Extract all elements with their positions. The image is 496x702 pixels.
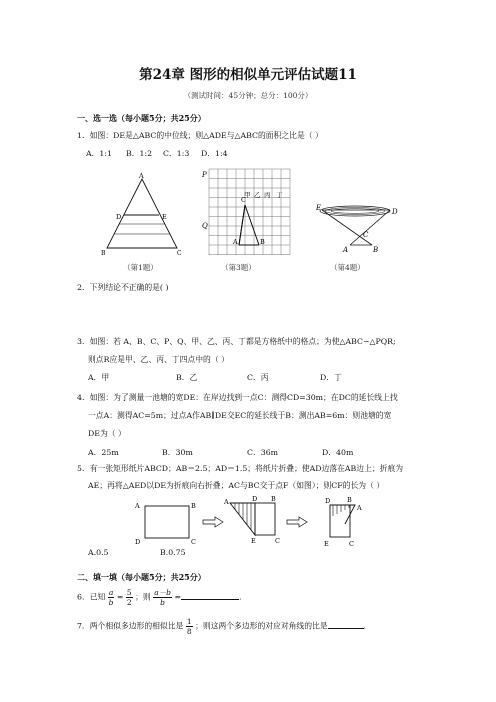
- arrow-right-icon: [203, 517, 223, 527]
- question-4-line1: 4．如图：为了测量一池塘的宽DE：在岸边找到一点C：测得CD=30m；在DC的延长线上找: [77, 393, 398, 402]
- label-a: A: [233, 238, 238, 246]
- fraction-1-over-8: $\frac{1}{8}$: [186, 617, 192, 636]
- q4-option-a: A．25m: [88, 448, 119, 457]
- label-jia: 甲: [244, 191, 251, 199]
- svg-text:A: A: [224, 498, 229, 506]
- label-e: E: [162, 213, 167, 221]
- fraction-a-over-b: $\frac{a}{b}$: [108, 588, 114, 607]
- svg-text:C: C: [275, 537, 280, 545]
- label-bing: 丙: [264, 191, 271, 199]
- q1-option-a: A．1:1: [86, 149, 112, 158]
- caption-fig3: （第3题）: [221, 263, 256, 272]
- svg-text:C: C: [349, 540, 354, 548]
- figure-5-folding: [125, 492, 380, 552]
- q3-option-a: A．甲: [88, 373, 110, 382]
- svg-text:D: D: [135, 538, 141, 546]
- question-2: 2．下列结论不正确的是( ): [77, 283, 169, 292]
- page-title: 第24章 图形的相似单元评估试题11: [139, 67, 357, 83]
- label-b: B: [373, 246, 379, 254]
- label-c: C: [241, 196, 246, 204]
- rectangle-abcd: [145, 506, 189, 538]
- svg-text:E: E: [324, 540, 329, 548]
- q1-option-b: B．1:2: [126, 149, 153, 158]
- q6-answer-blank[interactable]: [181, 599, 239, 600]
- label-p: P: [202, 171, 207, 179]
- fraction-a-minus-b-over-b: $\frac{a-b}{b}$: [154, 588, 171, 607]
- question-4-line3: DE为（ ）: [88, 429, 126, 438]
- label-ding: 丁: [276, 191, 283, 199]
- svg-text:E: E: [251, 537, 256, 545]
- label-a: A: [139, 172, 144, 180]
- q4-option-d: D．40m: [322, 448, 354, 457]
- svg-text:D: D: [252, 495, 258, 503]
- label-b: B: [101, 250, 106, 257]
- figure-4-pond: [310, 195, 405, 260]
- question-4-line2: 一点A：测得AC=5m；过点A作AB∥DE交EC的延长线于B：测出AB=6m：则池塘的宽: [88, 411, 392, 420]
- caption-fig1: （第1题）: [123, 263, 158, 272]
- section2-heading: 二、填一填（每小题5分；共25分）: [77, 572, 206, 582]
- label-c: C: [177, 250, 182, 257]
- question-3-line2: 则点R应是甲、乙、丙、丁四点中的（ ）: [88, 355, 229, 364]
- label-d: D: [392, 208, 398, 216]
- arrow-right-icon: [287, 517, 307, 527]
- q5-option-b: B.0.75: [160, 548, 186, 557]
- svg-text:D: D: [325, 497, 331, 505]
- svg-text:A: A: [135, 502, 140, 510]
- q4-option-b: B．30m: [162, 448, 193, 457]
- question-5-line1: 5．有一张矩形纸片ABCD；AB＝2.5；AD＝1.5；将纸片折叠；使AD边落在AB边上；折痕为: [77, 464, 404, 473]
- section1-heading: 一、选一选（每小题5分；共25分）: [77, 113, 206, 123]
- question-3-line1: 3．如图：若 A、B、C、P、Q、甲、乙、丙、丁都是方格纸中的格点；为使△ABC∽△PQR;: [77, 337, 396, 346]
- q4-option-c: C．36m: [247, 448, 279, 457]
- question-7: 7．两个相似多边形的相似比是 $\frac{1}{8}$ ；则这两个多边形的对应对角线的比是 .: [77, 617, 367, 636]
- svg-text:A: A: [357, 504, 362, 512]
- q3-option-d: D．丁: [320, 373, 342, 382]
- fraction-5-over-2: $\frac{5}{2}$: [126, 588, 132, 607]
- q3-option-c: C．丙: [247, 373, 269, 382]
- question-5-line2: AE；再将△AED以DE为折痕向右折叠；AC与BC交于点F（如图）；则CF的长为（ ）: [88, 481, 385, 490]
- label-a: A: [343, 246, 349, 254]
- question-1: 1．如图：DE是△ABC的中位线；则△ADE与△ABC的面积之比是（ ）: [77, 131, 323, 140]
- page-subtitle: （测试时间：45分钟；总分：100分）: [183, 91, 313, 100]
- figure-3-grid: [197, 167, 297, 259]
- label-e: E: [316, 204, 322, 212]
- question-6: 6．已知 $\frac{a}{b}$ = $\frac{5}{2}$ ；则 $\frac{a-b}{b}$ = .: [77, 588, 242, 607]
- q1-option-c: C．1:3: [163, 149, 190, 158]
- q1-option-d: D．1:4: [201, 149, 228, 158]
- svg-text:B: B: [271, 495, 276, 503]
- label-d: D: [116, 213, 122, 221]
- label-q: Q: [202, 222, 208, 230]
- label-yi: 乙: [254, 191, 261, 199]
- line-eb: [322, 210, 372, 245]
- figure-1-triangle: [95, 170, 190, 260]
- q5-option-a: A.0.5: [88, 548, 109, 557]
- label-c: C: [363, 231, 369, 239]
- svg-text:B: B: [347, 496, 352, 504]
- label-b: B: [260, 238, 265, 246]
- svg-text:B: B: [191, 502, 196, 510]
- q7-answer-blank[interactable]: [328, 628, 364, 629]
- q3-option-b: B．乙: [176, 373, 198, 382]
- svg-text:C: C: [191, 538, 196, 546]
- caption-fig4: （第4题）: [330, 263, 365, 272]
